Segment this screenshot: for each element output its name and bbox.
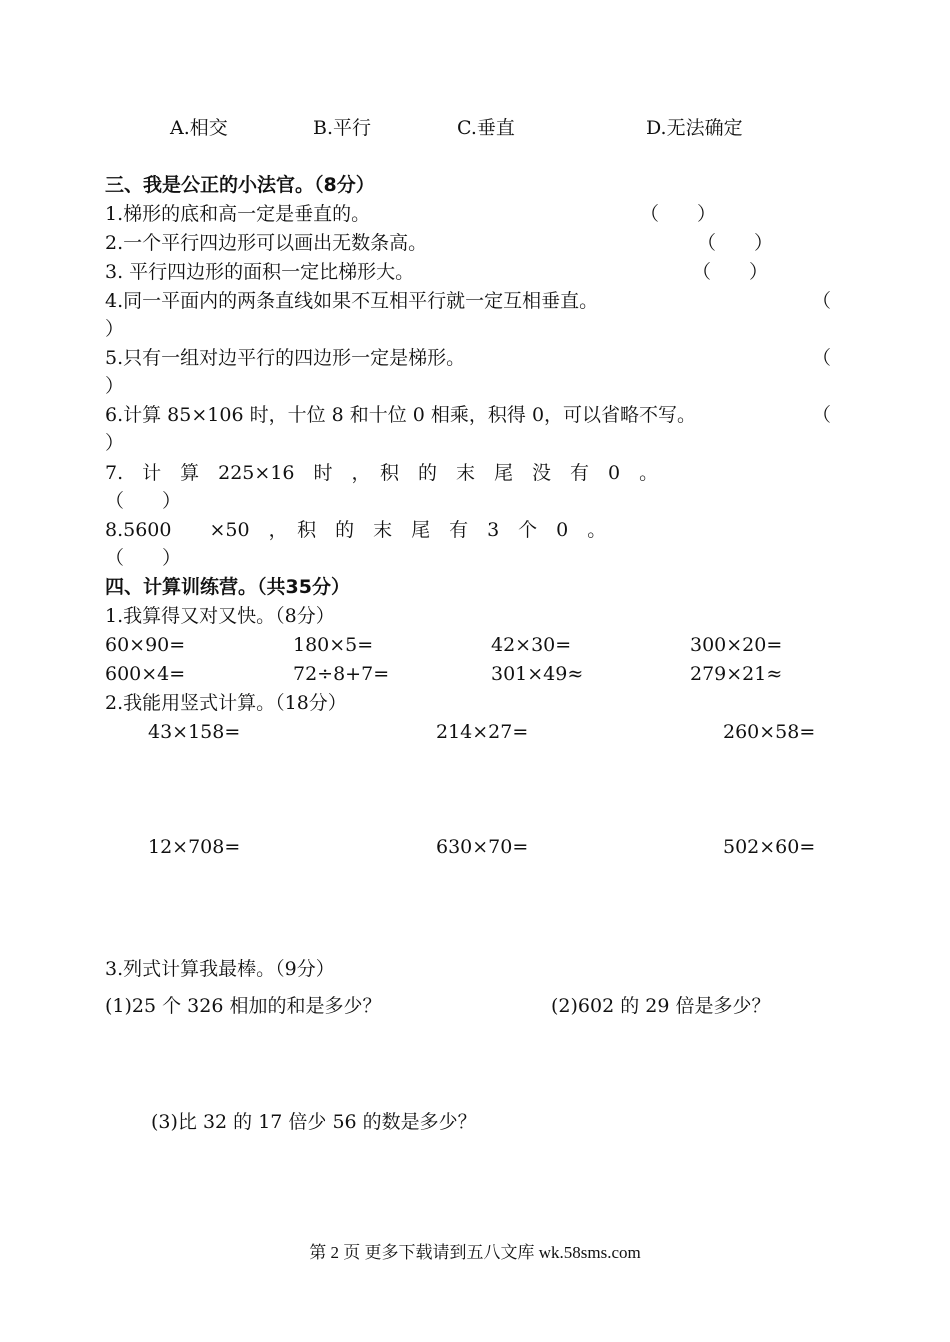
oral-calc-item: 72÷8+7= [293, 663, 390, 685]
word-problem-1: (1)25 个 326 相加的和是多少？ [105, 995, 382, 1017]
judge-paren-4-close: ） [105, 318, 125, 340]
part2-title: 2.我能用竖式计算。（18分） [105, 692, 347, 714]
oral-calc-item: 279×21≈ [690, 663, 783, 685]
oral-calc-item: 600×4= [105, 663, 186, 685]
choice-d: D.无法确定 [646, 117, 743, 139]
judge-paren-4-open: （ [812, 290, 832, 312]
oral-calc-item: 301×49≈ [491, 663, 584, 685]
vertical-calc-item: 43×158= [148, 721, 241, 743]
judge-item-6: 6.计算 85×106 时，十位 8 和十位 0 相乘，积得 0，可以省略不写。 [105, 404, 697, 426]
judge-paren-5-close: ） [105, 375, 125, 397]
vertical-calc-item: 502×60= [723, 836, 816, 858]
oral-calc-item: 180×5= [293, 634, 374, 656]
part3-title: 3.列式计算我最棒。（9分） [105, 958, 335, 980]
vertical-calc-item: 12×708= [148, 836, 241, 858]
oral-calc-item: 60×90= [105, 634, 186, 656]
judge-paren-2: （ ） [697, 232, 774, 254]
vertical-calc-item: 214×27= [436, 721, 529, 743]
judge-paren-6-open: （ [812, 404, 832, 426]
oral-calc-item: 300×20= [690, 634, 783, 656]
word-problem-3: (3)比 32 的 17 倍少 56 的数是多少？ [151, 1111, 477, 1133]
judge-item-7: 7. 计 算 225×16 时 ， 积 的 末 尾 没 有 0 。 [105, 462, 659, 484]
page-footer: 第 2 页 更多下载请到五八文库 wk.58sms.com [309, 1243, 641, 1262]
vertical-calc-item: 260×58= [723, 721, 816, 743]
judge-item-5: 5.只有一组对边平行的四边形一定是梯形。 [105, 347, 466, 369]
word-problem-2: (2)602 的 29 倍是多少？ [551, 995, 771, 1017]
judge-item-2: 2.一个平行四边形可以画出无数条高。 [105, 232, 428, 254]
judge-item-8: 8.5600 ×50 ， 积 的 末 尾 有 3 个 0 。 [105, 519, 607, 541]
choice-b: B.平行 [313, 117, 372, 139]
judge-item-4: 4.同一平面内的两条直线如果不互相平行就一定互相垂直。 [105, 290, 599, 312]
oral-calc-item: 42×30= [491, 634, 572, 656]
judge-paren-1: （ ） [640, 203, 717, 225]
choice-a: A.相交 [170, 117, 228, 139]
judge-item-1: 1.梯形的底和高一定是垂直的。 [105, 203, 371, 225]
section3-title: 三、我是公正的小法官。（8分） [105, 174, 375, 196]
judge-paren-7: （ ） [105, 490, 182, 512]
judge-paren-3: （ ） [692, 261, 769, 283]
vertical-calc-item: 630×70= [436, 836, 529, 858]
judge-paren-6-close: ） [105, 432, 125, 454]
judge-paren-8: （ ） [105, 547, 182, 569]
judge-item-3: 3. 平行四边形的面积一定比梯形大。 [105, 261, 415, 283]
part1-title: 1.我算得又对又快。（8分） [105, 605, 335, 627]
choice-c: C.垂直 [457, 117, 515, 139]
judge-paren-5-open: （ [812, 347, 832, 369]
section4-title: 四、计算训练营。（共35分） [105, 576, 350, 598]
